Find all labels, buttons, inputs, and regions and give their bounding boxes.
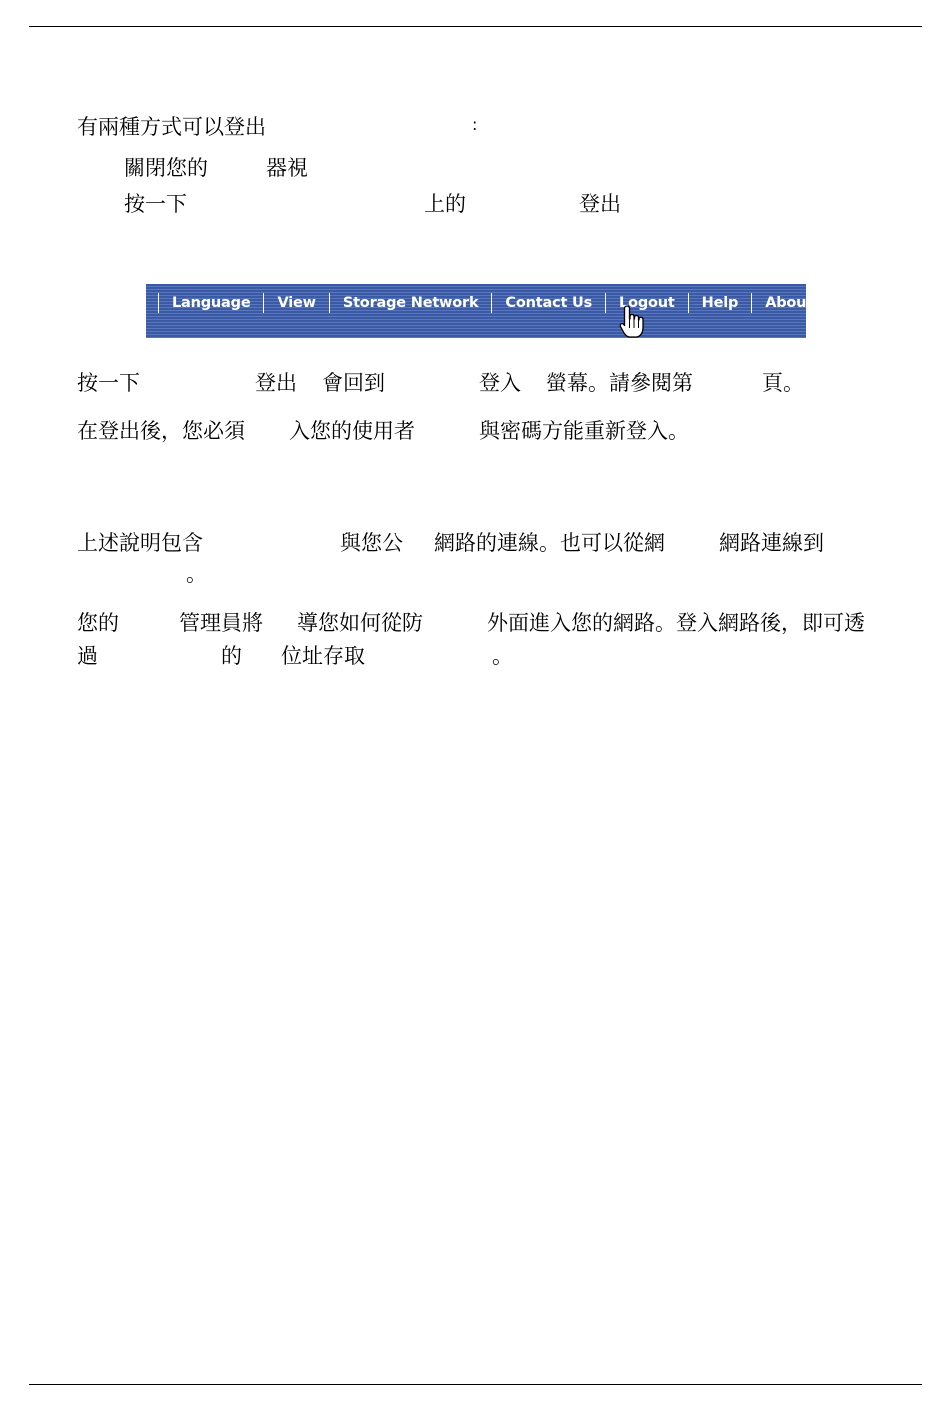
footer-rule — [29, 1384, 922, 1385]
logout-desc-d: 登入 — [479, 371, 521, 395]
navigation-bar — [146, 284, 814, 338]
nav-item-about[interactable]: About — [765, 295, 814, 311]
nav-separator — [826, 293, 827, 313]
header-rule — [29, 26, 922, 27]
nav-item-help[interactable]: Help — [701, 295, 739, 311]
bullet-close-browser-b: 器視 — [266, 156, 308, 180]
bullet-click-a: 按一下 — [124, 192, 187, 216]
network-desc-c: 網路的連線。也可以從網 — [434, 531, 665, 555]
network-desc-b: 與您公 — [340, 531, 403, 555]
relogin-note-b: 入您的使用者 — [289, 419, 415, 443]
relogin-note-a: 在登出後，您必須 — [77, 419, 245, 443]
bullet-click-b: 上的 — [424, 192, 466, 216]
nav-item-contact-us[interactable]: Contact Us — [505, 295, 593, 311]
nav-item-view[interactable]: View — [277, 295, 316, 311]
logout-desc-c: 會回到 — [322, 371, 385, 395]
intro-line: 有兩種方式可以登出 — [77, 115, 266, 139]
network-desc-d: 網路連線到 — [719, 531, 824, 555]
logout-desc-f: 頁。 — [762, 371, 804, 395]
nav-item-language[interactable]: Language — [172, 295, 251, 311]
navigation-bar-items — [158, 291, 827, 315]
logout-desc-e: 螢幕。請參閱第 — [546, 371, 693, 395]
admin-note-h: 。 — [492, 644, 513, 668]
intro-colon: : — [472, 115, 478, 134]
nav-item-storage-network[interactable]: Storage Network — [342, 295, 479, 311]
admin-note-c: 導您如何從防 — [297, 611, 423, 635]
admin-note-d: 外面進入您的網路。登入網路後，即可透 — [487, 611, 865, 635]
admin-note-g: 位址存取 — [281, 644, 365, 668]
logout-desc-a: 按一下 — [77, 371, 140, 395]
network-desc-e: 。 — [186, 562, 207, 586]
admin-note-a: 您的 — [77, 611, 119, 635]
admin-note-f: 的 — [221, 644, 242, 668]
logout-desc-b: 登出 — [255, 371, 297, 395]
hand-pointer-icon — [619, 305, 645, 339]
network-desc-a: 上述說明包含 — [77, 531, 203, 555]
bullet-click-c: 登出 — [579, 192, 621, 216]
nav-item-logout[interactable]: Logout — [619, 295, 675, 311]
bullet-close-browser-a: 關閉您的 — [124, 156, 208, 180]
relogin-note-c: 與密碼方能重新登入。 — [479, 419, 689, 443]
admin-note-b: 管理員將 — [179, 611, 263, 635]
admin-note-e: 過 — [77, 644, 98, 668]
